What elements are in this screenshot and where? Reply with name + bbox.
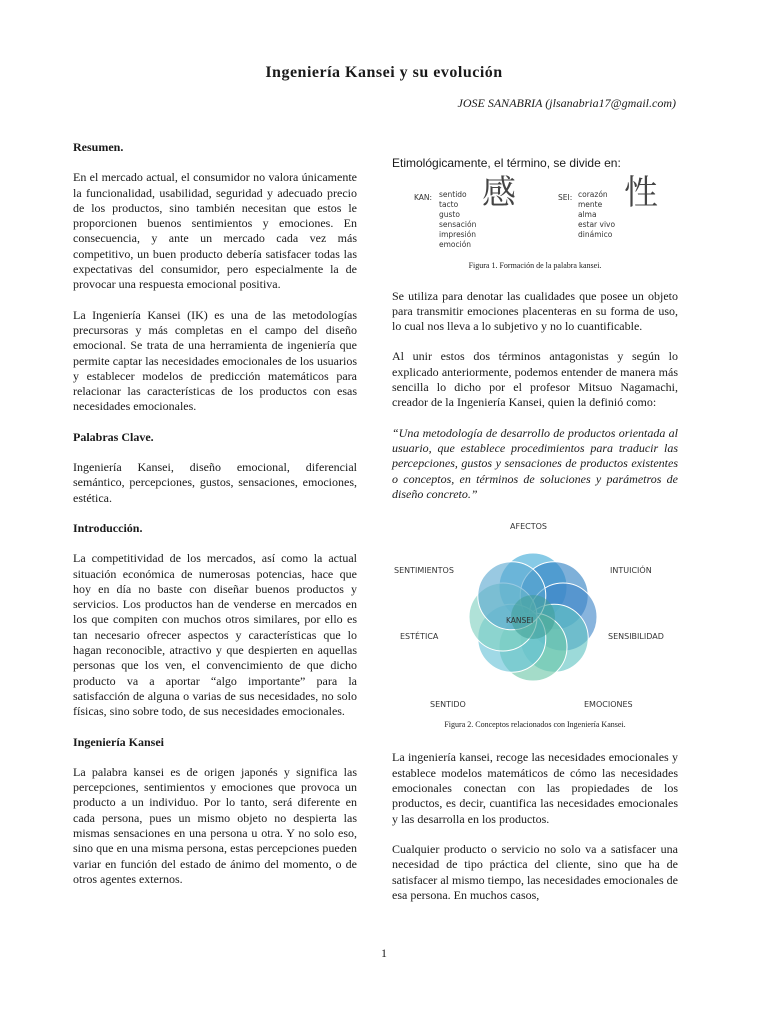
paper-title: Ingeniería Kansei y su evolución	[265, 64, 503, 81]
page-number: 1	[381, 946, 387, 960]
ik-paragraph: La palabra kansei es de origen japonés y significa las percepciones, sentimientos y emociones que provoca un producto a un individuo. Por lo tanto, será diferente en cada persona, pues un mismo objeto no despierta las mismas sensaciones en una persona u otra. Y no solo eso, sino que en una misma persona, estas percepciones pueden variar en función del estado de ánimo del momento, o de otros agentes externos.	[73, 764, 357, 886]
resumen-paragraph-1: En el mercado actual, el consumidor no valora únicamente la funcionalidad, usabilidad, seguridad y adecuado precio de los productos, sino también necesitan que estos le proporcionen buenos sentimientos y emociones. En consecuencia, y ante un mercado cada vez más competitivo, un buen producto debería satisfacer todas las expectativas del consumidor, pero especialmente la de provocar una respuesta emocional positiva.	[73, 170, 357, 292]
resumen-heading: Resumen.	[73, 140, 124, 154]
ik-heading: Ingeniería Kansei	[73, 734, 165, 749]
left-column	[73, 140, 357, 902]
kan-word: impresión	[439, 230, 477, 240]
resumen-paragraph-2: La Ingeniería Kansei (IK) es una de las metodologías precursoras y más completas en el campo del diseño emocional. Se trata de una herramienta de ingeniería que permite captar las necesidades emocionales de los usuarios y establecer modelos de predicción matemáticos para relacionar las características de los productos con esas necesidades emocionales.	[73, 307, 357, 414]
label-emociones: EMOCIONES	[584, 700, 633, 710]
kan-word: tacto	[439, 200, 459, 210]
label-sentimientos: SENTIMIENTOS	[394, 566, 454, 576]
keywords-text: Ingeniería Kansei, diseño emocional, diferencial semántico, percepciones, gustos, sensaciones, emociones, estética.	[73, 460, 357, 505]
sei-word: estar vivo	[578, 220, 616, 230]
label-kansei-center: KANSEI	[506, 616, 534, 626]
label-sensibilidad: SENSIBILIDAD	[608, 632, 664, 642]
kan-word: sensación	[439, 220, 477, 230]
intro-heading: Introducción.	[73, 520, 143, 535]
kan-label: KAN:	[414, 193, 433, 203]
label-intuicion: INTUICIÓN	[610, 566, 652, 576]
kan-kanji: 感	[482, 173, 516, 214]
sei-word: corazón	[578, 190, 608, 200]
intro-paragraph: La competitividad de los mercados, así como la actual situación económica de numerosas potencias, hace que hoy en día no baste con diseñar buenos productos y servicios. Los productos han de venderse en mercados en los que compiten con muchos otros similares, por ello es tan necesario ofrecer aspectos y características que lo hagan reconocible, atractivo y que despierten en aquellas personas que los ven, el convencimiento de que dicho producto va a aportar “algo importante” para la satisfacción de alguna o varias de sus necesidades, no solo físicas, sino sobre todo, de sus necesidades emocionales.	[73, 551, 357, 719]
right-paragraph-2: Al unir estos dos términos antagonistas y según lo explicado anteriormente, podemos entender de manera más sencilla lo dicho por el profesor Mitsuo Nagamachi, creador de la Ingeniería Kansei, quien la definió como:	[392, 349, 678, 410]
keywords-heading: Palabras Clave.	[73, 429, 154, 444]
kan-word: emoción	[439, 240, 472, 250]
nagamachi-quote: “Una metodología de desarrollo de productos orientada al usuario, que establece procedimientos para traducir las percepciones, gustos y sensaciones de productos existentes o conceptos, en términos de soluciones y parámetros de diseño concreto.”	[392, 425, 678, 501]
label-estetica: ESTÉTICA	[400, 632, 439, 642]
author-line: JOSE SANABRIA (jlsanabria17@gmail.com)	[457, 96, 676, 110]
label-sentido: SENTIDO	[430, 700, 466, 710]
figure-1-kansei-formation	[392, 173, 678, 252]
figure-2-kansei-concepts	[388, 517, 678, 715]
sei-word: alma	[578, 210, 597, 220]
right-column	[392, 156, 678, 918]
sei-label: SEI:	[558, 193, 573, 203]
figure-1-caption: Figura 1. Formación de la palabra kansei.	[468, 261, 602, 271]
kan-word-list	[439, 190, 476, 250]
sei-word: dinámico	[578, 230, 613, 240]
label-afectos: AFECTOS	[510, 522, 547, 532]
kan-word: sentido	[439, 190, 467, 200]
etymology-intro: Etimológicamente, el término, se divide en:	[392, 156, 621, 170]
sei-word-list	[578, 190, 615, 240]
figure-2-caption: Figura 2. Conceptos relacionados con Ingeniería Kansei.	[444, 720, 626, 730]
sei-kanji: 性	[624, 173, 658, 214]
right-paragraph-1: Se utiliza para denotar las cualidades que posee un objeto para transmitir emociones placenteras en su forma de uso, lo cual nos lleva a lo subjetivo y no lo cuantificable.	[392, 288, 678, 334]
right-paragraph-4: Cualquier producto o servicio no solo va a satisfacer una necesidad de tipo práctica del cliente, sino que ha de satisfacer al mismo tiempo, las necesidades emocionales de esa persona. En muchos casos,	[392, 841, 678, 902]
kan-word: gusto	[439, 210, 460, 220]
sei-word: mente	[578, 200, 603, 210]
right-paragraph-3: La ingeniería kansei, recoge las necesidades emocionales y establece modelos matemáticos de cómo las necesidades emocionales conectan con las propiedades de los productos, es decir, cuantifica las necesidades emocionales y las desarrolla en los productos.	[392, 750, 678, 826]
